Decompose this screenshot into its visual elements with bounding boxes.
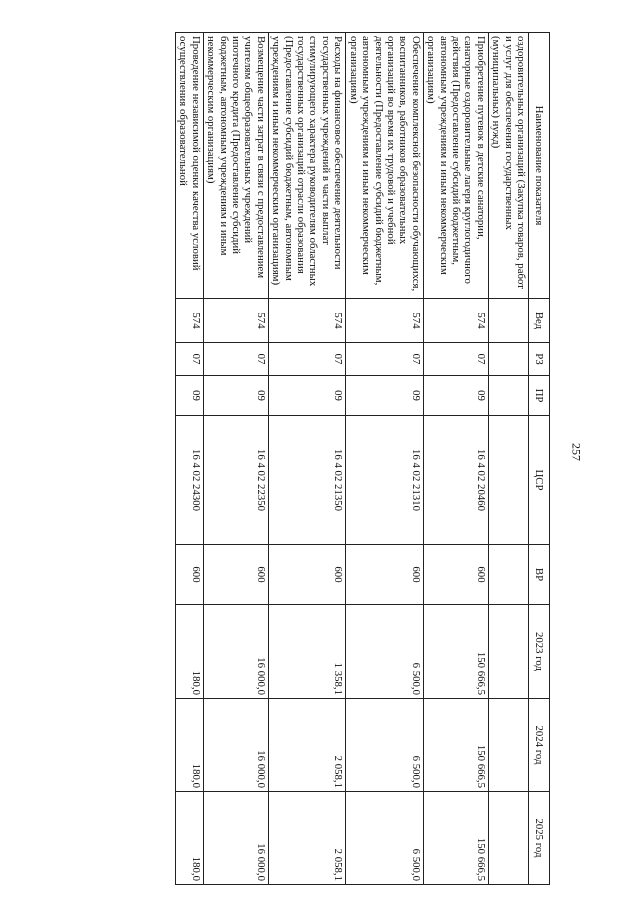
cell-csr [488, 416, 528, 545]
cell-rz [488, 343, 528, 376]
cell-vr: 600 [203, 545, 268, 605]
cell-pr [488, 376, 528, 416]
cell-ved: 574 [423, 299, 488, 343]
table-row [488, 33, 528, 885]
cell-rz: 07 [176, 343, 204, 376]
cell-rz: 07 [423, 343, 488, 376]
cell-name: Обеспечение комплексной безопасности обучающихся, воспитанников, работников образовательных организаций во время их трудовой и учебной деятельности (Предоставление субсидий бюджетным, автономным учреждениям и иным некоммерческим организациям) [346, 33, 423, 299]
cell-2023: 1 358,1 [268, 605, 345, 699]
header-csr: ЦСР [529, 416, 550, 545]
cell-2024: 16 000,0 [203, 699, 268, 792]
table-row [176, 33, 204, 885]
cell-ved: 574 [346, 299, 423, 343]
cell-2024: 150 666,5 [423, 699, 488, 792]
cell-csr: 16 4 02 21310 [346, 416, 423, 545]
cell-2023: 180,0 [176, 605, 204, 699]
header-vr: ВР [529, 545, 550, 605]
cell-name: Расходы на финансовое обеспечение деятельности государственных учреждений в части выплат стимулирующего характера руководителям областных государственных организаций отрасли образования (Предоставление субсидий бюджетным, автономным учреждениям и иным некоммерческим организациям) [268, 33, 345, 299]
cell-ved: 574 [268, 299, 345, 343]
cell-vr: 600 [268, 545, 345, 605]
budget-table [175, 32, 550, 885]
cell-ved [488, 299, 528, 343]
cell-2024: 2 058,1 [268, 699, 345, 792]
cell-name: оздоровительных организаций (Закупка товаров, работ и услуг для обеспечения государственных (муниципальных) нужд) [488, 33, 528, 299]
cell-csr: 16 4 02 20460 [423, 416, 488, 545]
cell-ved: 574 [203, 299, 268, 343]
cell-vr: 600 [176, 545, 204, 605]
cell-rz: 07 [346, 343, 423, 376]
cell-2025: 16 000,0 [203, 792, 268, 885]
cell-vr [488, 545, 528, 605]
cell-2024: 180,0 [176, 699, 204, 792]
cell-2025: 2 058,1 [268, 792, 345, 885]
cell-rz: 07 [268, 343, 345, 376]
cell-2023 [488, 605, 528, 699]
header-2023: 2023 год [529, 605, 550, 699]
cell-vr: 600 [346, 545, 423, 605]
header-2024: 2024 год [529, 699, 550, 792]
table-row [346, 33, 423, 885]
table-row [423, 33, 488, 885]
cell-2025: 150 666,5 [423, 792, 488, 885]
cell-vr: 600 [423, 545, 488, 605]
cell-rz: 07 [203, 343, 268, 376]
table-row [268, 33, 345, 885]
budget-table-rotated [60, 32, 550, 884]
cell-pr: 09 [346, 376, 423, 416]
header-pr: ПР [529, 376, 550, 416]
header-name: Наименование показателя [529, 33, 550, 299]
cell-name: Приобретение путевок в детские санатории, санаторные оздоровительные лагеря круглогодичного действия (Предоставление субсидий бюджетным, автономным учреждениям и иным некоммерческим организациям) [423, 33, 488, 299]
cell-2023: 6 500,0 [346, 605, 423, 699]
cell-name: Проведение независимой оценки качества условий осуществления образовательной [176, 33, 204, 299]
cell-2025: 6 500,0 [346, 792, 423, 885]
header-ved: Вед [529, 299, 550, 343]
header-2025: 2025 год [529, 792, 550, 885]
cell-2024: 6 500,0 [346, 699, 423, 792]
cell-pr: 09 [176, 376, 204, 416]
cell-2024 [488, 699, 528, 792]
cell-ved: 574 [176, 299, 204, 343]
header-row [529, 33, 550, 885]
cell-name: Возмещение части затрат в связи с предоставлением учителям общеобразовательных учреждений ипотечного кредита (Предоставление субсидий бюджетным, автономным учреждениям и иным некоммерческим организациям) [203, 33, 268, 299]
cell-2025: 180,0 [176, 792, 204, 885]
table-row [203, 33, 268, 885]
cell-csr: 16 4 02 21350 [268, 416, 345, 545]
page-number: 257 [569, 443, 584, 461]
cell-pr: 09 [268, 376, 345, 416]
cell-csr: 16 4 02 24300 [176, 416, 204, 545]
cell-2023: 150 666,5 [423, 605, 488, 699]
cell-pr: 09 [423, 376, 488, 416]
cell-2025 [488, 792, 528, 885]
cell-pr: 09 [203, 376, 268, 416]
header-rz: РЗ [529, 343, 550, 376]
cell-csr: 16 4 02 22350 [203, 416, 268, 545]
cell-2023: 16 000,0 [203, 605, 268, 699]
